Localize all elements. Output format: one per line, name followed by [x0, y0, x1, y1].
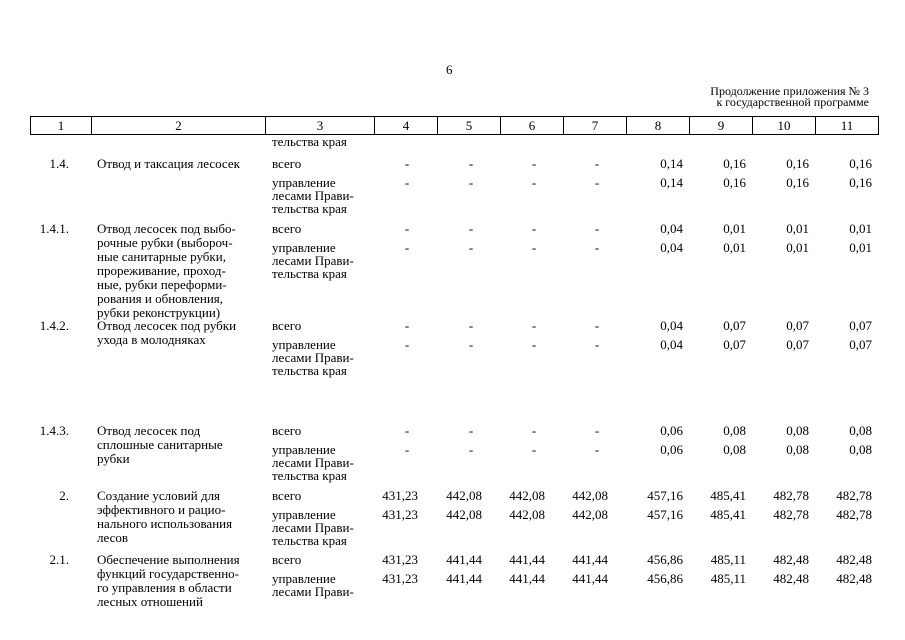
row-value-cell: -	[468, 423, 474, 438]
row-value-cell: -	[468, 240, 474, 255]
row-number: 2.1.	[49, 552, 69, 567]
row-value-cell: 0,07	[723, 337, 746, 352]
row-value-cell: 442,08	[446, 488, 482, 503]
row-value-cell: -	[531, 337, 537, 352]
column-header-2: 2	[92, 117, 266, 135]
row-value-cell: 456,86	[647, 552, 683, 567]
row-value-cell: -	[594, 423, 600, 438]
row-value-cell: 485,41	[710, 488, 746, 503]
row-executor-label: управление лесами Прави-	[272, 571, 354, 599]
row-value-cell: 431,23	[382, 507, 418, 522]
row-value-cell: 0,14	[660, 156, 683, 171]
row-value-cell: 0,16	[849, 156, 872, 171]
row-value-cell: 482,78	[773, 507, 809, 522]
row-number: 1.4.1.	[39, 221, 69, 236]
row-value-cell: -	[531, 221, 537, 236]
row-value-cell: 441,44	[509, 571, 545, 586]
row-value-cell: 485,11	[710, 571, 746, 586]
row-value-cell: 441,44	[572, 571, 608, 586]
row-number: 1.4.3.	[39, 423, 69, 438]
row-value-cell: -	[531, 318, 537, 333]
row-value-cell: 0,01	[849, 240, 872, 255]
row-value-cell: 0,07	[723, 318, 746, 333]
row-value-cell: 482,48	[836, 571, 872, 586]
continuation-line-1: Продолжение приложения № 3	[710, 84, 869, 98]
row-executor-label: управление лесами Прави- тельства края	[272, 240, 354, 281]
row-value-cell: 441,44	[446, 571, 482, 586]
row-executor-label: всего	[272, 221, 302, 236]
row-value-cell: -	[594, 156, 600, 171]
row-value-cell: -	[531, 442, 537, 457]
row-value-cell: -	[468, 337, 474, 352]
row-value-cell: 0,14	[660, 175, 683, 190]
row-value-cell: -	[531, 156, 537, 171]
column-header-5: 5	[438, 117, 501, 135]
row-value-cell: -	[594, 442, 600, 457]
row-value-cell: -	[594, 318, 600, 333]
row-value-cell: 482,48	[836, 552, 872, 567]
column-header-1: 1	[31, 117, 92, 135]
row-value-cell: 456,86	[647, 571, 683, 586]
row-value-cell: 0,16	[723, 156, 746, 171]
row-value-cell: 0,01	[849, 221, 872, 236]
row-value-cell: 0,08	[849, 423, 872, 438]
page-number: 6	[446, 62, 453, 77]
top-fragment-text: тельства края	[272, 134, 347, 149]
row-value-cell: 441,44	[572, 552, 608, 567]
row-value-cell: 457,16	[647, 507, 683, 522]
row-value-cell: 442,08	[509, 488, 545, 503]
row-value-cell: 431,23	[382, 488, 418, 503]
row-value-cell: 441,44	[446, 552, 482, 567]
row-value-cell: 482,78	[836, 488, 872, 503]
row-value-cell: 0,16	[849, 175, 872, 190]
row-value-cell: 0,04	[660, 240, 683, 255]
row-value-cell: 0,08	[723, 423, 746, 438]
row-value-cell: -	[468, 442, 474, 457]
row-value-cell: 431,23	[382, 552, 418, 567]
row-value-cell: 0,01	[723, 221, 746, 236]
row-value-cell: 457,16	[647, 488, 683, 503]
column-header-4: 4	[375, 117, 438, 135]
column-header-11: 11	[816, 117, 879, 135]
row-value-cell: -	[468, 221, 474, 236]
column-header-8: 8	[627, 117, 690, 135]
column-header-row	[30, 116, 879, 135]
row-name: Создание условий для эффективного и рацио- нального использования лесов	[97, 488, 233, 545]
row-value-cell: 0,07	[849, 318, 872, 333]
row-value-cell: -	[404, 442, 410, 457]
row-value-cell: -	[594, 337, 600, 352]
row-value-cell: 0,06	[660, 423, 683, 438]
row-value-cell: 442,08	[572, 507, 608, 522]
row-value-cell: 0,04	[660, 337, 683, 352]
row-value-cell: -	[468, 318, 474, 333]
column-header-7: 7	[564, 117, 627, 135]
row-value-cell: 0,08	[849, 442, 872, 457]
continuation-note	[710, 86, 869, 108]
row-executor-label: управление лесами Прави- тельства края	[272, 507, 354, 548]
row-value-cell: 482,78	[836, 507, 872, 522]
row-value-cell: -	[404, 175, 410, 190]
row-value-cell: 441,44	[509, 552, 545, 567]
row-value-cell: 442,08	[572, 488, 608, 503]
row-value-cell: 0,16	[786, 156, 809, 171]
row-name: Отвод лесосек под выбо- рочные рубки (выбороч- ные санитарные рубки, прореживание, проход- ные, рубки переформи- рования и обновления, рубки реконструкции)	[97, 221, 236, 320]
row-value-cell: 0,06	[660, 442, 683, 457]
row-value-cell: -	[531, 240, 537, 255]
row-number: 1.4.	[49, 156, 69, 171]
row-value-cell: 0,07	[849, 337, 872, 352]
row-value-cell: -	[404, 221, 410, 236]
row-name: Отвод лесосек под рубки ухода в молодняках	[97, 318, 237, 347]
row-value-cell: 0,07	[786, 337, 809, 352]
row-value-cell: -	[404, 337, 410, 352]
row-value-cell: -	[404, 318, 410, 333]
row-value-cell: -	[404, 156, 410, 171]
row-value-cell: 0,07	[786, 318, 809, 333]
row-value-cell: 431,23	[382, 571, 418, 586]
row-value-cell: 482,48	[773, 552, 809, 567]
row-value-cell: 0,08	[786, 442, 809, 457]
row-name: Отвод лесосек под сплошные санитарные рубки	[97, 423, 223, 466]
row-value-cell: 0,01	[786, 240, 809, 255]
row-number: 2.	[59, 488, 69, 503]
row-value-cell: -	[531, 423, 537, 438]
row-value-cell: 0,01	[723, 240, 746, 255]
row-value-cell: -	[404, 240, 410, 255]
row-name: Обеспечение выполнения функций государственно- го управления в области лесных отношений	[97, 552, 240, 609]
row-value-cell: -	[594, 221, 600, 236]
row-value-cell: -	[531, 175, 537, 190]
row-value-cell: 0,01	[786, 221, 809, 236]
row-executor-label: всего	[272, 318, 302, 333]
row-value-cell: 482,78	[773, 488, 809, 503]
row-value-cell: 485,41	[710, 507, 746, 522]
row-executor-label: всего	[272, 156, 302, 171]
row-value-cell: 0,04	[660, 318, 683, 333]
column-header-6: 6	[501, 117, 564, 135]
row-value-cell: -	[594, 240, 600, 255]
row-value-cell: 482,48	[773, 571, 809, 586]
row-value-cell: 0,08	[723, 442, 746, 457]
row-executor-label: всего	[272, 488, 302, 503]
row-name: Отвод и таксация лесосек	[97, 156, 240, 171]
row-value-cell: 485,11	[710, 552, 746, 567]
column-header-10: 10	[753, 117, 816, 135]
row-value-cell: -	[404, 423, 410, 438]
row-value-cell: -	[468, 156, 474, 171]
row-executor-label: управление лесами Прави- тельства края	[272, 337, 354, 378]
row-executor-label: всего	[272, 423, 302, 438]
row-value-cell: 0,16	[723, 175, 746, 190]
column-header-3: 3	[266, 117, 375, 135]
row-executor-label: управление лесами Прави- тельства края	[272, 442, 354, 483]
row-value-cell: 442,08	[446, 507, 482, 522]
row-number: 1.4.2.	[39, 318, 69, 333]
row-value-cell: 0,08	[786, 423, 809, 438]
row-value-cell: -	[468, 175, 474, 190]
row-value-cell: 0,16	[786, 175, 809, 190]
row-executor-label: управление лесами Прави- тельства края	[272, 175, 354, 216]
row-value-cell: 0,04	[660, 221, 683, 236]
column-header-9: 9	[690, 117, 753, 135]
row-value-cell: -	[594, 175, 600, 190]
continuation-line-2: к государственной программе	[716, 95, 869, 109]
row-value-cell: 442,08	[509, 507, 545, 522]
row-executor-label: всего	[272, 552, 302, 567]
